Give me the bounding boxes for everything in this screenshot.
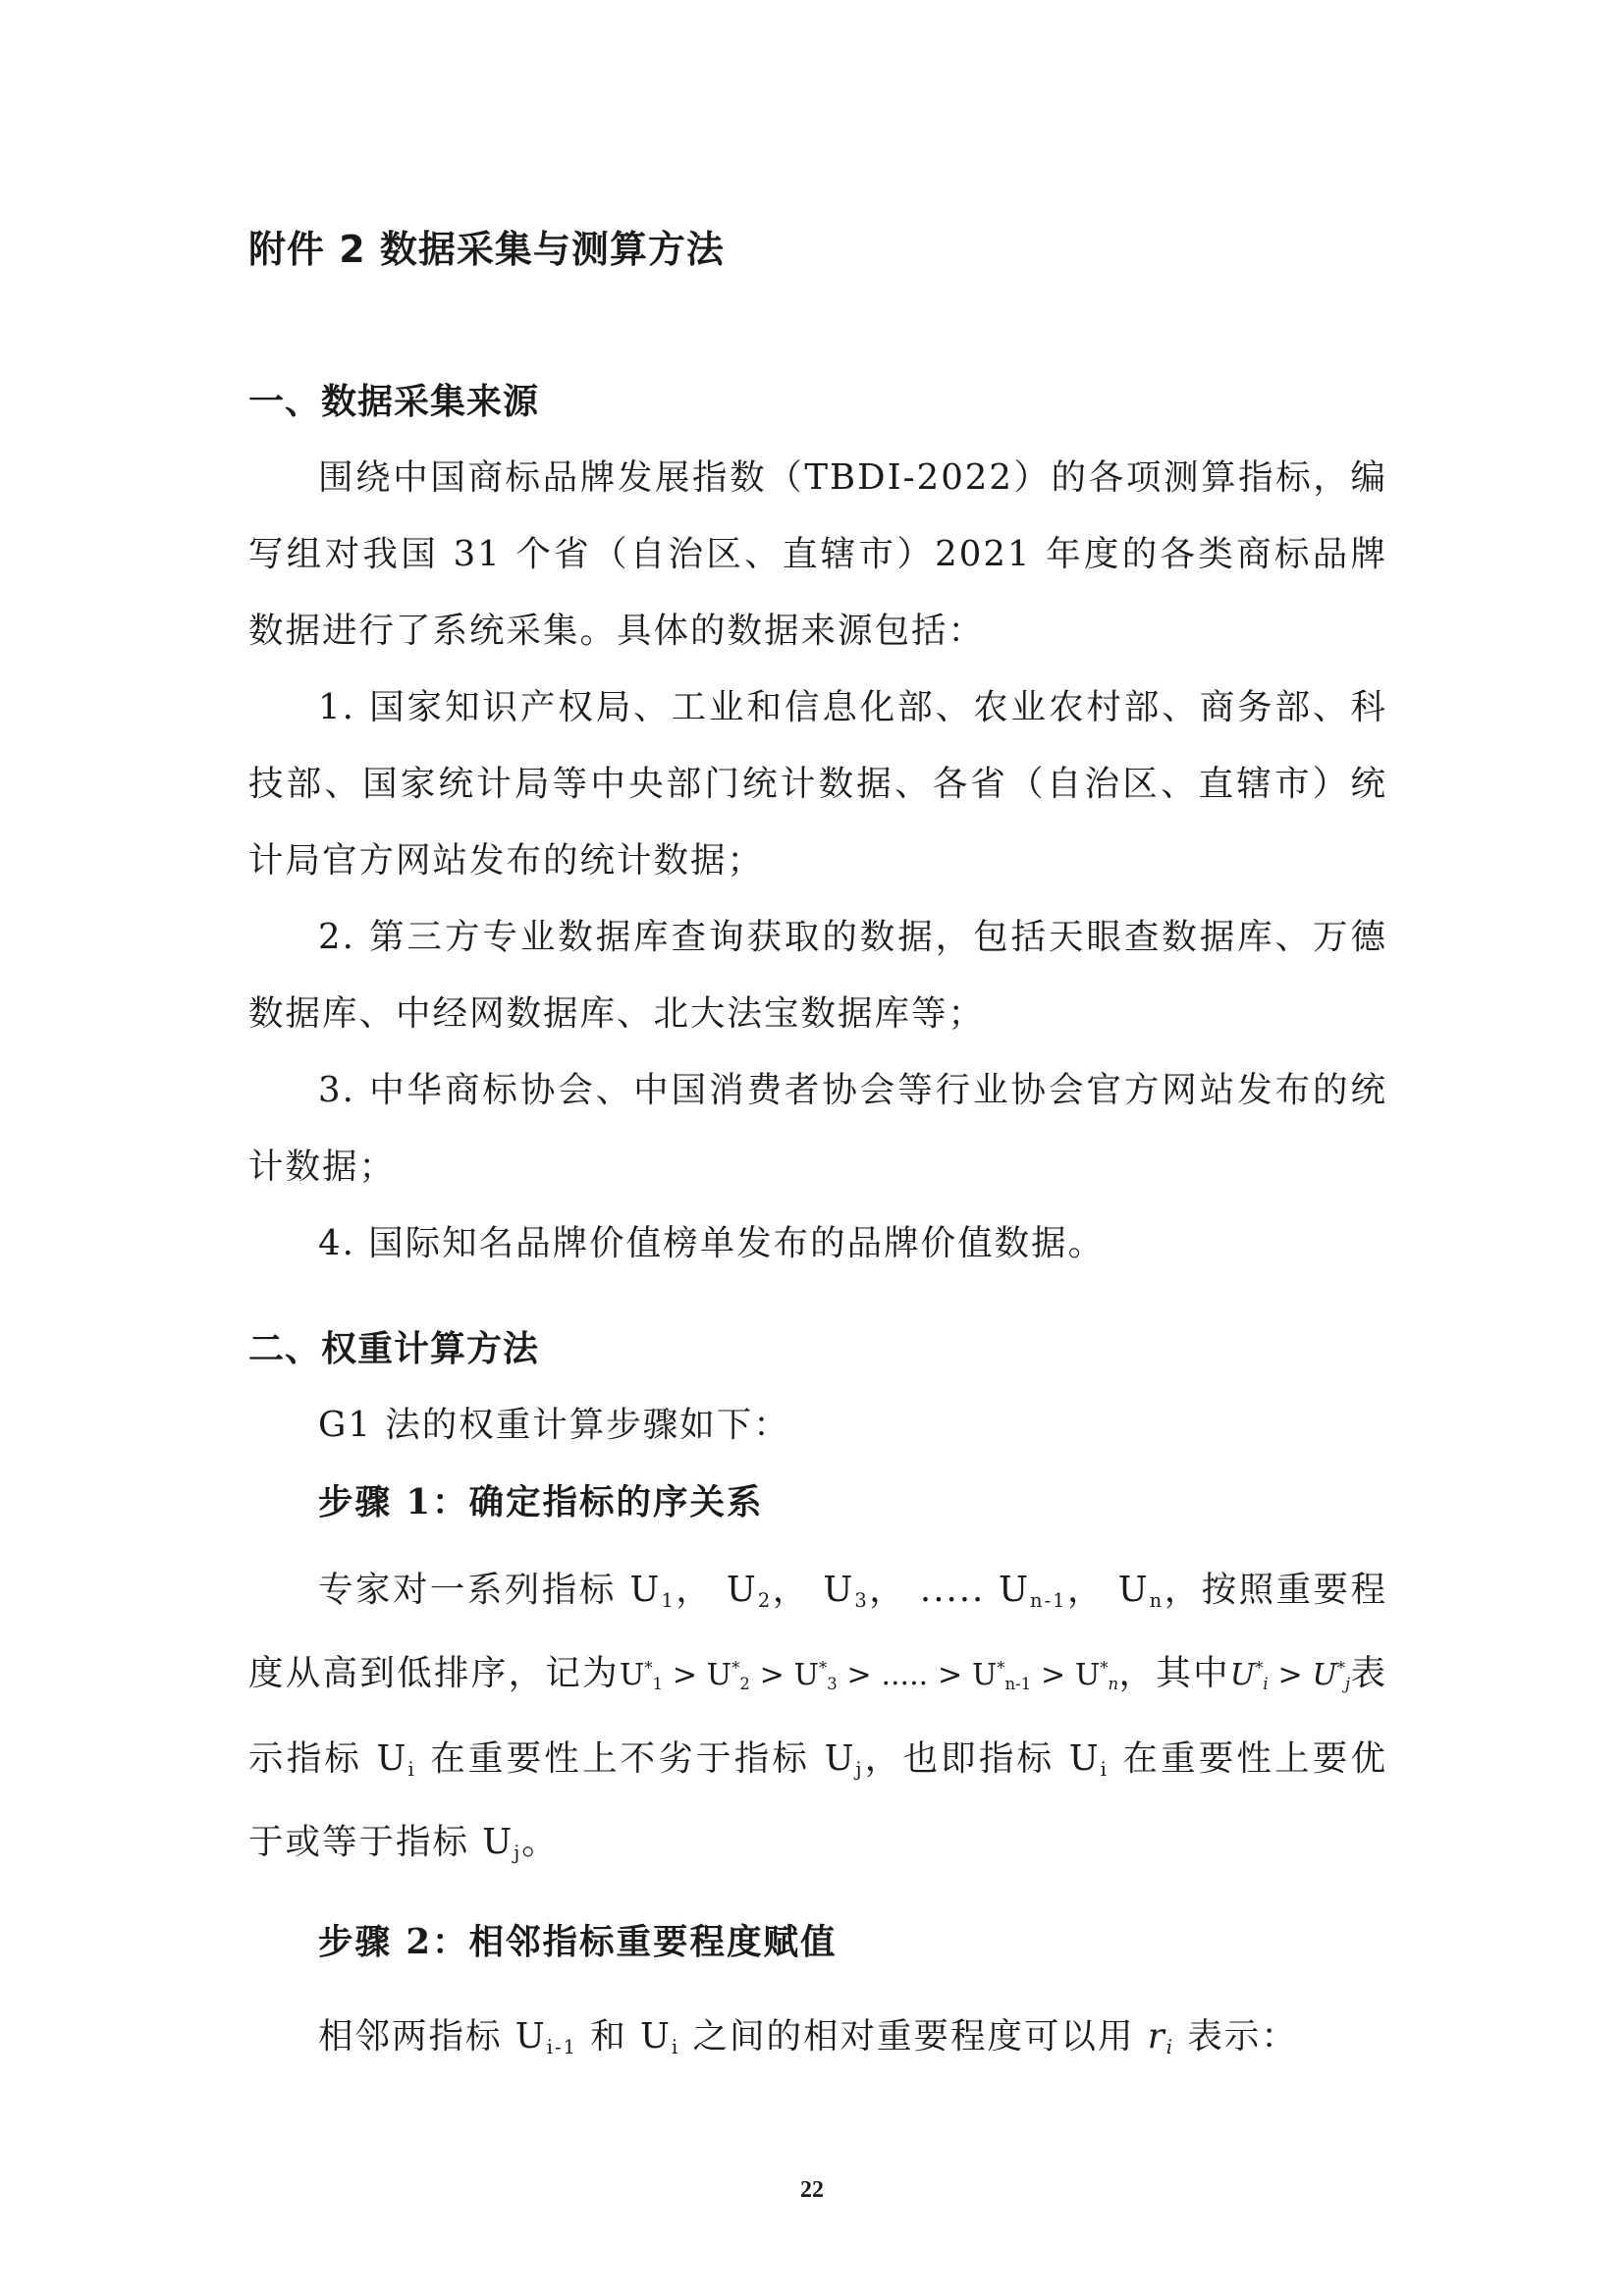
source-item-3: 3. 中华商标协会、中国消费者协会等行业协会官方网站发布的统计数据； [248, 1070, 1387, 1187]
order-inequality: $U^*_1 > U^*_2 > U^*_3$ > ..... > $U^*_{n-1} > U^*_n$ [619, 1658, 1119, 1693]
step1-title: 步骤 1：确定指标的序关系 [318, 1482, 764, 1522]
section2-intro: G1 法的权重计算步骤如下： [318, 1405, 790, 1445]
source-item-4: 4. 国际知名品牌价值榜单发布的品牌价值数据。 [318, 1223, 1106, 1263]
page-number: 22 [800, 2177, 824, 2203]
page-title: 附件 2 数据采集与测算方法 [248, 228, 725, 271]
section-heading-2: 二、权重计算方法 [248, 1329, 540, 1369]
step1-paragraph: 专家对一系列指标 $U_1$， $U_2$， $U_3$， ..... $U_{n-1}$， $U_n$，按照重要程度从高到低排序，记为$U^*_1 > U^*_2 > U^*_3$ > ..... > $U^*_{n-1} > U^*_n$，其中$U^*_i > U^*_j$表示指标 $U_i$ 在重要性上不劣于指标 $U_j$，也即指标 $U_i$ 在重要性上要优于或等于指标 $U_j$。 [248, 1570, 1387, 1864]
step2-title: 步骤 2：相邻指标重要程度赋值 [318, 1922, 838, 1962]
section-heading-1: 一、数据采集来源 [248, 382, 540, 422]
section1-intro: 围绕中国商标品牌发展指数（TBDI-2022）的各项测算指标，编写组对我国 31 个省（自治区、直辖市）2021 年度的各类商标品牌数据进行了系统采集。具体的数据来源包括： [248, 457, 1387, 651]
source-item-2: 2. 第三方专业数据库查询获取的数据，包括天眼查数据库、万德数据库、中经网数据库、北大法宝数据库等； [248, 917, 1387, 1034]
source-item-1: 1. 国家知识产权局、工业和信息化部、农业农村部、商务部、科技部、国家统计局等中央部门统计数据、各省（自治区、直辖市）统计局官方网站发布的统计数据； [248, 687, 1387, 881]
pair-inequality: $U^*_i > U^*_j$ [1229, 1658, 1351, 1693]
step2-paragraph: 相邻两指标 $U_{i-1}$ 和 $U_i$ 之间的相对重要程度可以用 $r_i$ 表示： [318, 2016, 1298, 2058]
